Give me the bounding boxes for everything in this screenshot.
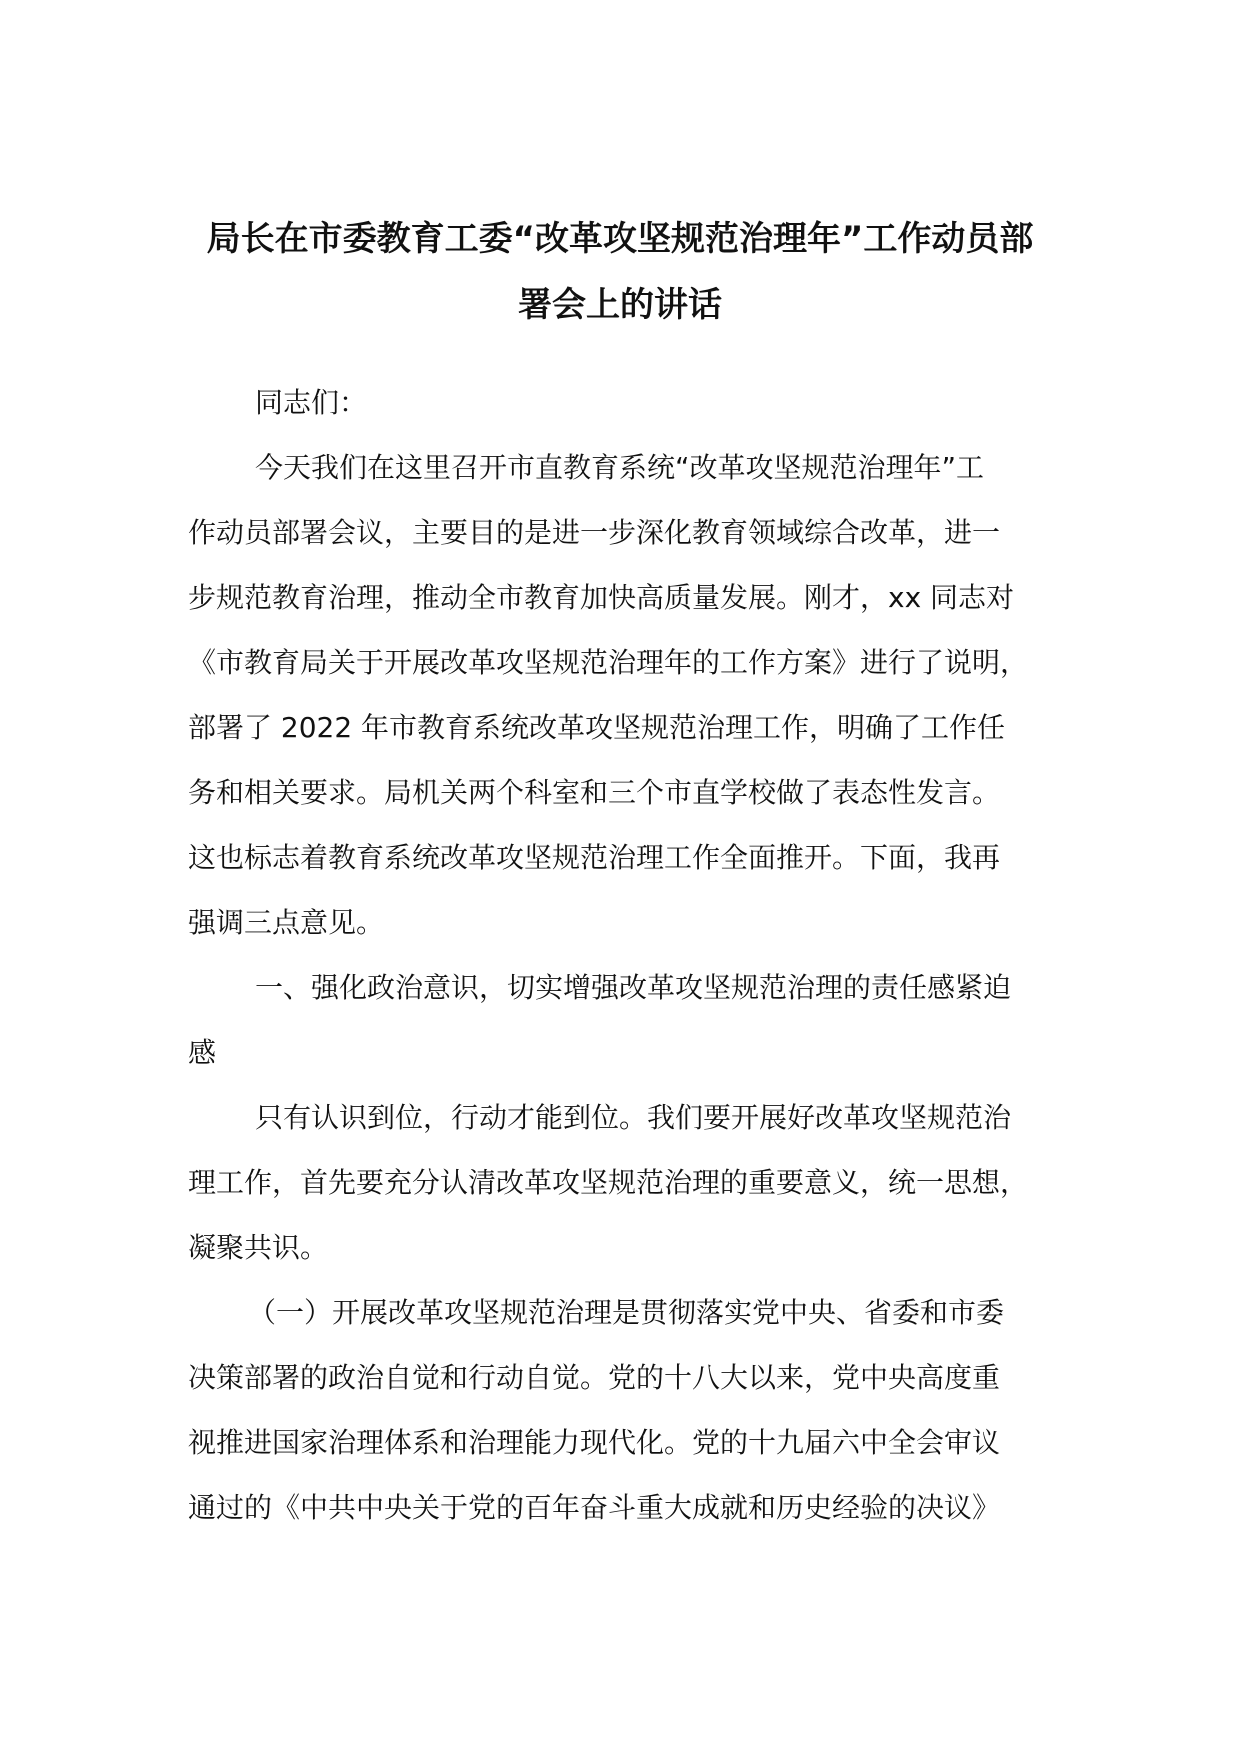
document-body [188,370,1068,1540]
paragraph-line: 视推进国家治理体系和治理能力现代化。党的十九届六中全会审议 [188,1426,1001,1459]
paragraph-line: 通过的《中共中央关于党的百年奋斗重大成就和历史经验的决议》 [188,1491,1001,1524]
paragraph-line: 决策部署的政治自觉和行动自觉。党的十八大以来，党中央高度重 [188,1361,1001,1394]
title-line-2: 署会上的讲话 [518,285,722,325]
paragraph-line: 理工作，首先要充分认清改革攻坚规范治理的重要意义，统一思想， [188,1166,1029,1199]
paragraph-line: 步规范教育治理，推动全市教育加快高质量发展。刚才，xx 同志对 [188,581,1015,614]
paragraph-line: （一）开展改革攻坚规范治理是贯彻落实党中央、省委和市委 [248,1296,1005,1329]
paragraph-line: 强调三点意见。 [188,906,385,939]
paragraph-line: 凝聚共识。 [188,1231,329,1264]
paragraph-line: 作动员部署会议，主要目的是进一步深化教育领域综合改革，进一 [188,516,1001,549]
paragraph-line: 《市教育局关于开展改革攻坚规范治理年的工作方案》进行了说明， [188,646,1029,679]
paragraph-line: 部署了 2022 年市教育系统改革攻坚规范治理工作，明确了工作任 [188,711,1006,744]
section-heading-line: 一、强化政治意识，切实增强改革攻坚规范治理的责任感紧迫 [255,971,1012,1004]
paragraph-line: 这也标志着教育系统改革攻坚规范治理工作全面推开。下面，我再 [188,841,1001,874]
title-line-1: 局长在市委教育工委“改革攻坚规范治理年”工作动员部 [206,219,1034,259]
document-title [170,206,1070,338]
paragraph-line: 只有认识到位，行动才能到位。我们要开展好改革攻坚规范治 [255,1101,1012,1134]
salutation: 同志们： [255,386,368,419]
paragraph-line: 今天我们在这里召开市直教育系统“改革攻坚规范治理年”工 [255,451,985,484]
section-heading-line: 感 [188,1036,217,1069]
paragraph-line: 务和相关要求。局机关两个科室和三个市直学校做了表态性发言。 [188,776,1001,809]
